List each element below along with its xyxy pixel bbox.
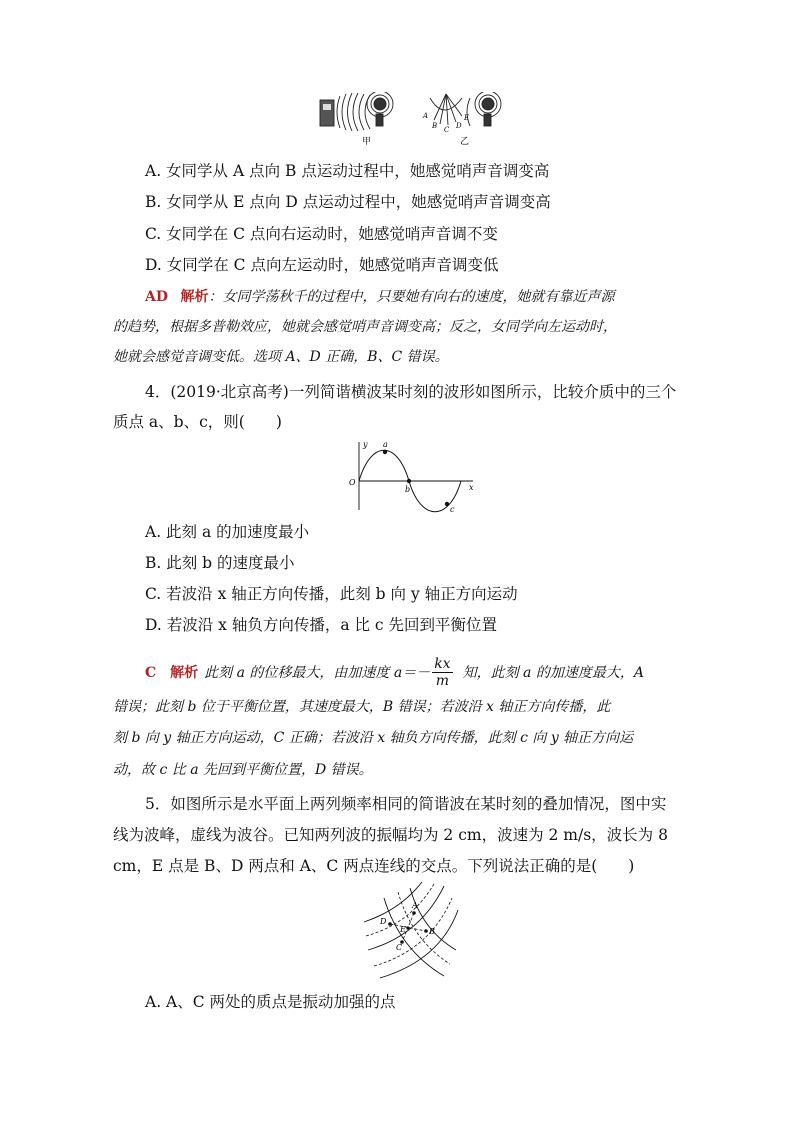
fraction-denominator: m [435,673,450,689]
point-d [388,922,392,926]
q4-analysis-line3: 刻 b 向 y 轴正方向运动，C 正确；若波沿 x 轴负方向传播，此刻 c 向 y 轴正方向运 [113,730,634,746]
figure-point-e: E [464,114,470,122]
q3-analysis-line3: 她就会感觉音调变低。选项 A、D 正确，B、C 错误。 [113,349,449,365]
point-c [445,502,449,506]
q3-analysis-line2: 的趋势，根据多普勒效应，她就会感觉哨声音调变高；反之，女同学向左运动时， [113,319,617,335]
q4-analysis-line4: 动，故 c 比 a 先回到平衡位置，D 错误。 [113,762,373,778]
q3-option-d: D. 女同学在 C 点向左运动时，她感觉哨声音调变低 [145,256,499,274]
q4-option-a: A. 此刻 a 的加速度最小 [145,523,310,541]
q4-analysis-line2: 错误；此刻 b 位于平衡位置，其速度最大，B 错误；若波沿 x 轴正方向传播，此 [113,699,611,715]
figure-label-left: 甲 [362,137,372,147]
label-d: D [380,917,387,926]
figure-jia [320,92,393,131]
fraction-numerator: kx [434,656,451,672]
figure-label-right: 乙 [460,137,470,147]
q4-analysis-line1 [145,656,644,689]
q4-analysis-label: 解析 [170,664,199,681]
q5-stem-line2: 线为波峰，虚线为波谷。已知两列波的振幅均为 2 cm，波速为 2 m/s，波长为 8 [113,826,668,844]
q3-analysis-line1 [145,287,614,307]
q3-analysis-text-1: ：女同学荡秋千的过程中，只要她有向右的速度，她就有靠近声源 [208,289,615,305]
label-b: B [429,927,435,936]
q5-stem-line3: cm，E 点是 B、D 两点和 A、C 两点连线的交点。下列说法正确的是( ) [113,857,635,875]
figure-point-d: D [456,122,462,130]
label-b: b [405,485,411,494]
label-x: x [469,483,474,492]
point-a [383,450,387,454]
q5-stem-line1: 5．如图所示是水平面上两列频率相同的简谐波在某时刻的叠加情况，图中实 [145,795,667,813]
q4-stem-line1: 4．(2019·北京高考)一列简谐横波某时刻的波形如图所示，比较介质中的三个 [145,383,677,401]
label-a: A [412,901,418,910]
label-y: y [363,440,368,449]
point-a [412,911,416,915]
q4-stem-line2: 质点 a、b、c，则( ) [113,413,282,431]
figure-point-b: B [432,122,438,130]
point-b [424,929,428,933]
q4-option-d: D. 若波沿 x 轴负方向传播，a 比 c 先回到平衡位置 [145,616,498,634]
point-b [407,479,411,483]
figure-interference [360,880,460,980]
q3-option-b: B. 女同学从 E 点向 D 点运动过程中，她感觉哨声音调变高 [145,193,551,211]
q5-option-a: A. A、C 两处的质点是振动加强的点 [145,993,396,1011]
point-e [406,926,409,929]
q4-option-c: C. 若波沿 x 轴正方向传播，此刻 b 向 y 轴正方向运动 [145,585,518,603]
figure-point-c: C [444,126,450,134]
label-a: a [383,440,388,449]
q3-option-c: C. 女同学在 C 点向右运动时，她感觉哨声音调不变 [145,225,498,243]
fraction [432,656,452,689]
label-c: C [396,943,403,952]
q3-answer: AD [145,289,169,305]
q4-option-b: B. 此刻 b 的速度最小 [145,554,295,572]
figure-doppler-swing [310,92,510,148]
q4-analysis-text-a: 此刻 a 的位移最大，由加速度 a＝－ [204,664,431,681]
q3-option-a: A. 女同学从 A 点向 B 点运动过程中，她感觉哨声音调变高 [145,162,550,180]
q4-analysis-text-b: 知，此刻 a 的加速度最大，A [462,664,644,681]
crest-arc-4 [410,888,456,950]
label-o: O [349,478,356,487]
label-e: E [400,925,406,934]
q3-analysis-label: 解析 [180,289,209,305]
q4-answer: C [145,664,157,681]
figure-point-a: A [423,112,429,120]
figure-sine-wave [345,438,480,516]
label-c: c [450,505,455,514]
